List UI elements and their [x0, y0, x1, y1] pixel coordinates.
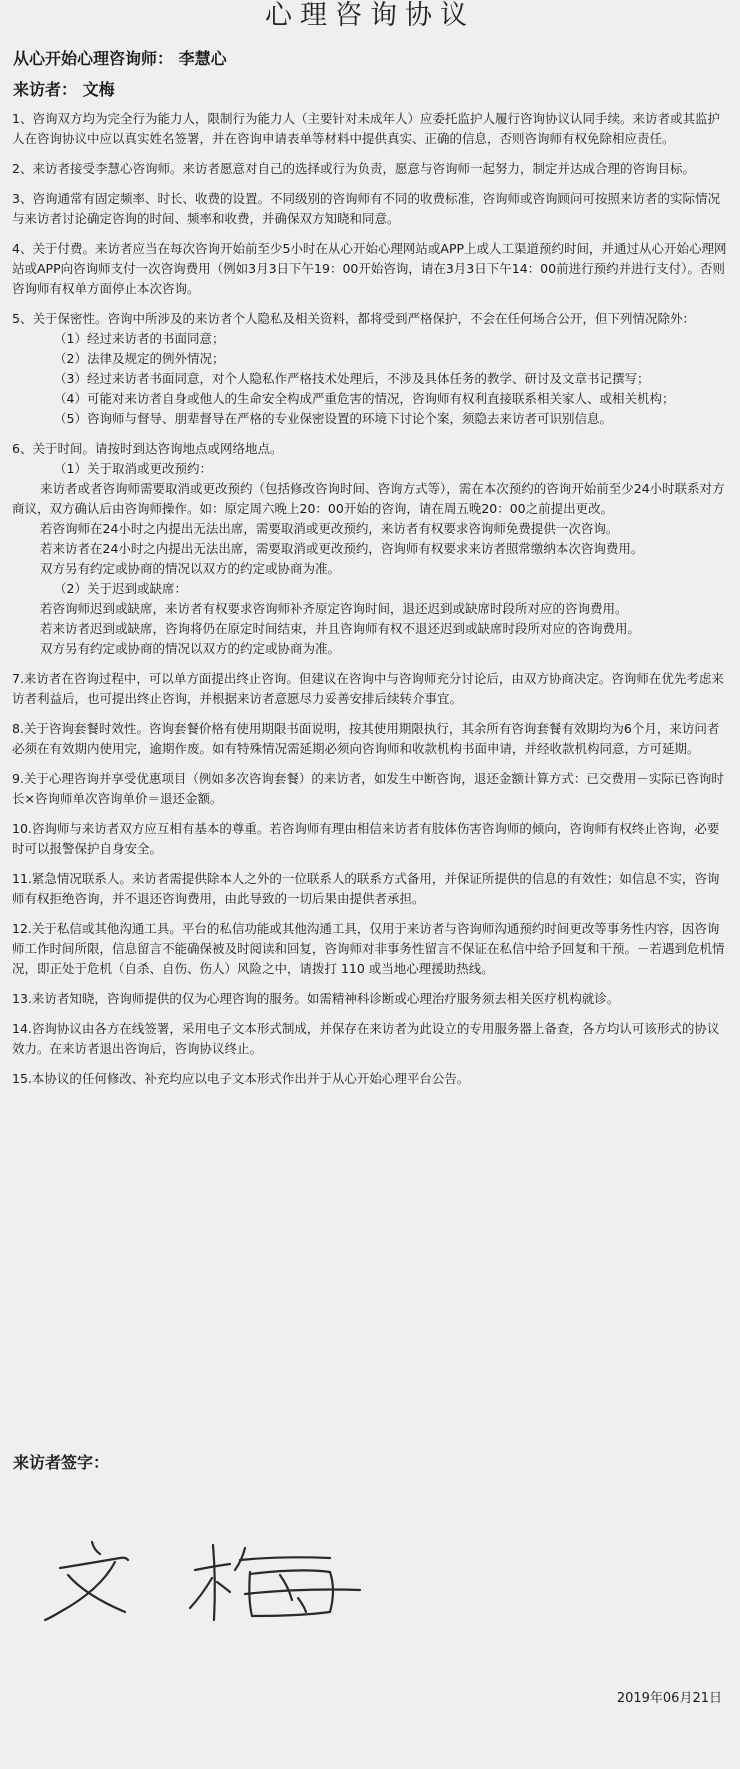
document-title: 心理咨询协议: [265, 0, 475, 31]
counselor-line: 从心开始心理咨询师： 李慧心: [13, 49, 227, 68]
agreement-clauses: [12, 109, 728, 1089]
clause-paragraph: 来访者或者咨询师需要取消或更改预约（包括修改咨询时间、咨询方式等），需在本次预约的咨询开始前至少24小时联系对方商议，双方确认后由咨询师操作。如：原定周六晚上20：00开始的咨询，请在周五晚20：00之前提出更改。: [12, 481, 725, 516]
clause-paragraph: （1）经过来访者的书面同意；: [54, 331, 225, 346]
clause-paragraph: 3、咨询通常有固定频率、时长、收费的设置。不同级别的咨询师有不同的收费标准，咨询师或咨询顾问可按照来访者的实际情况与来访者讨论确定咨询的时间、频率和收费，并确保双方知晓和同意。: [12, 191, 720, 226]
clause-paragraph: 12.关于私信或其他沟通工具。平台的私信功能或其他沟通工具，仅用于来访者与咨询师沟通预约时间更改等事务性内容，因咨询师工作时间所限，信息留言不能确保被及时阅读和回复，咨询师对非事务性留言不保证在私信中给予回复和干预。－若遇到危机情况，即正处于危机（自杀、自伤、伤人）风险之中，请拨打 110 或当地心理援助热线。: [12, 921, 725, 976]
client-line: 来访者： 文梅: [13, 80, 115, 99]
clause-paragraph: 6、关于时间。请按时到达咨询地点或网络地点。: [12, 441, 283, 456]
clause-paragraph: 4、关于付费。来访者应当在每次咨询开始前至少5小时在从心开始心理网站或APP上或人工渠道预约时间，并通过从心开始心理网站或APP向咨询师支付一次咨询费用（例如3月3日下午19：00开始咨询，请在3月3日下午14：00前进行预约并进行支付）。否则咨询师有权单方面停止本次咨询。: [12, 241, 727, 296]
clause-paragraph: 11.紧急情况联系人。来访者需提供除本人之外的一位联系人的联系方式备用，并保证所提供的信息的有效性；如信息不实，咨询师有权拒绝咨询，并不退还咨询费用，由此导致的一切后果由提供者承担。: [12, 871, 720, 906]
clause-paragraph: 15.本协议的任何修改、补充均应以电子文本形式作出并于从心开始心理平台公告。: [12, 1071, 470, 1086]
clause-paragraph: 13.来访者知晓，咨询师提供的仅为心理咨询的服务。如需精神科诊断或心理治疗服务须去相关医疗机构就诊。: [12, 991, 620, 1006]
signature-label: 来访者签字：: [13, 1453, 110, 1472]
clause-paragraph: 2、来访者接受李慧心咨询师。来访者愿意对自己的选择或行为负责，愿意与咨询师一起努力，制定并达成合理的咨询目标。: [12, 161, 695, 176]
clause-paragraph: （4）可能对来访者自身或他人的生命安全构成严重危害的情况，咨询师有权利直接联系相关家人、或相关机构；: [54, 391, 675, 406]
clause-paragraph: （3）经过来访者书面同意，对个人隐私作严格技术处理后，不涉及具体任务的教学、研讨及文章书记撰写；: [54, 371, 650, 386]
handwritten-signature: [30, 1520, 390, 1634]
clause-paragraph: （1）关于取消或更改预约：: [54, 461, 212, 476]
clause-paragraph: 双方另有约定或协商的情况以双方的约定或协商为准。: [40, 641, 341, 656]
clause-paragraph: 5、关于保密性。咨询中所涉及的来访者个人隐私及相关资料，都将受到严格保护，不会在任何场合公开，但下列情况除外：: [12, 311, 695, 326]
clause-paragraph: 1、咨询双方均为完全行为能力人，限制行为能力人（主要针对未成年人）应委托监护人履行咨询协议认同手续。来访者或其监护人在咨询协议中应以真实姓名签署，并在咨询申请表单等材料中提供真实、正确的信息，否则咨询师有权免除相应责任。: [12, 111, 720, 146]
clause-paragraph: 10.咨询师与来访者双方应互相有基本的尊重。若咨询师有理由相信来访者有肢体伤害咨询师的倾向，咨询师有权终止咨询，必要时可以报警保护自身安全。: [12, 821, 720, 856]
clause-paragraph: 14.咨询协议由各方在线签署，采用电子文本形式制成，并保存在来访者为此设立的专用服务器上备查，各方均认可该形式的协议效力。在来访者退出咨询后，咨询协议终止。: [12, 1021, 720, 1056]
clause-paragraph: 7.来访者在咨询过程中，可以单方面提出终止咨询。但建议在咨询中与咨询师充分讨论后，由双方协商决定。咨询师在优先考虑来访者利益后，也可提出终止咨询，并根据来访者意愿尽力妥善安排后续转介事宜。: [12, 671, 724, 706]
clause-paragraph: （2）关于迟到或缺席：: [54, 581, 187, 596]
signing-date: 2019年06月21日: [616, 1691, 722, 1706]
clause-paragraph: （2）法律及规定的例外情况；: [54, 351, 225, 366]
clause-paragraph: （5）咨询师与督导、朋辈督导在严格的专业保密设置的环境下讨论个案，须隐去来访者可识别信息。: [54, 411, 612, 426]
clause-paragraph: 若来访者迟到或缺席，咨询将仍在原定时间结束，并且咨询师有权不退还迟到或缺席时段所对应的咨询费用。: [40, 621, 641, 636]
clause-paragraph: 若咨询师迟到或缺席，来访者有权要求咨询师补齐原定咨询时间，退还迟到或缺席时段所对应的咨询费用。: [40, 601, 628, 616]
clause-paragraph: 双方另有约定或协商的情况以双方的约定或协商为准。: [40, 561, 341, 576]
signature-drawing: [30, 1520, 390, 1630]
clause-paragraph: 9.关于心理咨询并享受优惠项目（例如多次咨询套餐）的来访者，如发生中断咨询，退还金额计算方式：已交费用－实际已咨询时长×咨询师单次咨询单价＝退还金额。: [12, 771, 724, 806]
clause-paragraph: 若来访者在24小时之内提出无法出席，需要取消或更改预约，咨询师有权要求来访者照常缴纳本次咨询费用。: [40, 541, 644, 556]
clause-paragraph: 8.关于咨询套餐时效性。咨询套餐价格有使用期限书面说明，按其使用期限执行，其余所有咨询套餐有效期均为6个月，来访问者必须在有效期内使用完，逾期作废。如有特殊情况需延期必须向咨询师和收款机构书面申请，并经收款机构同意，方可延期。: [12, 721, 720, 756]
clause-paragraph: 若咨询师在24小时之内提出无法出席，需要取消或更改预约，来访者有权要求咨询师免费提供一次咨询。: [40, 521, 619, 536]
